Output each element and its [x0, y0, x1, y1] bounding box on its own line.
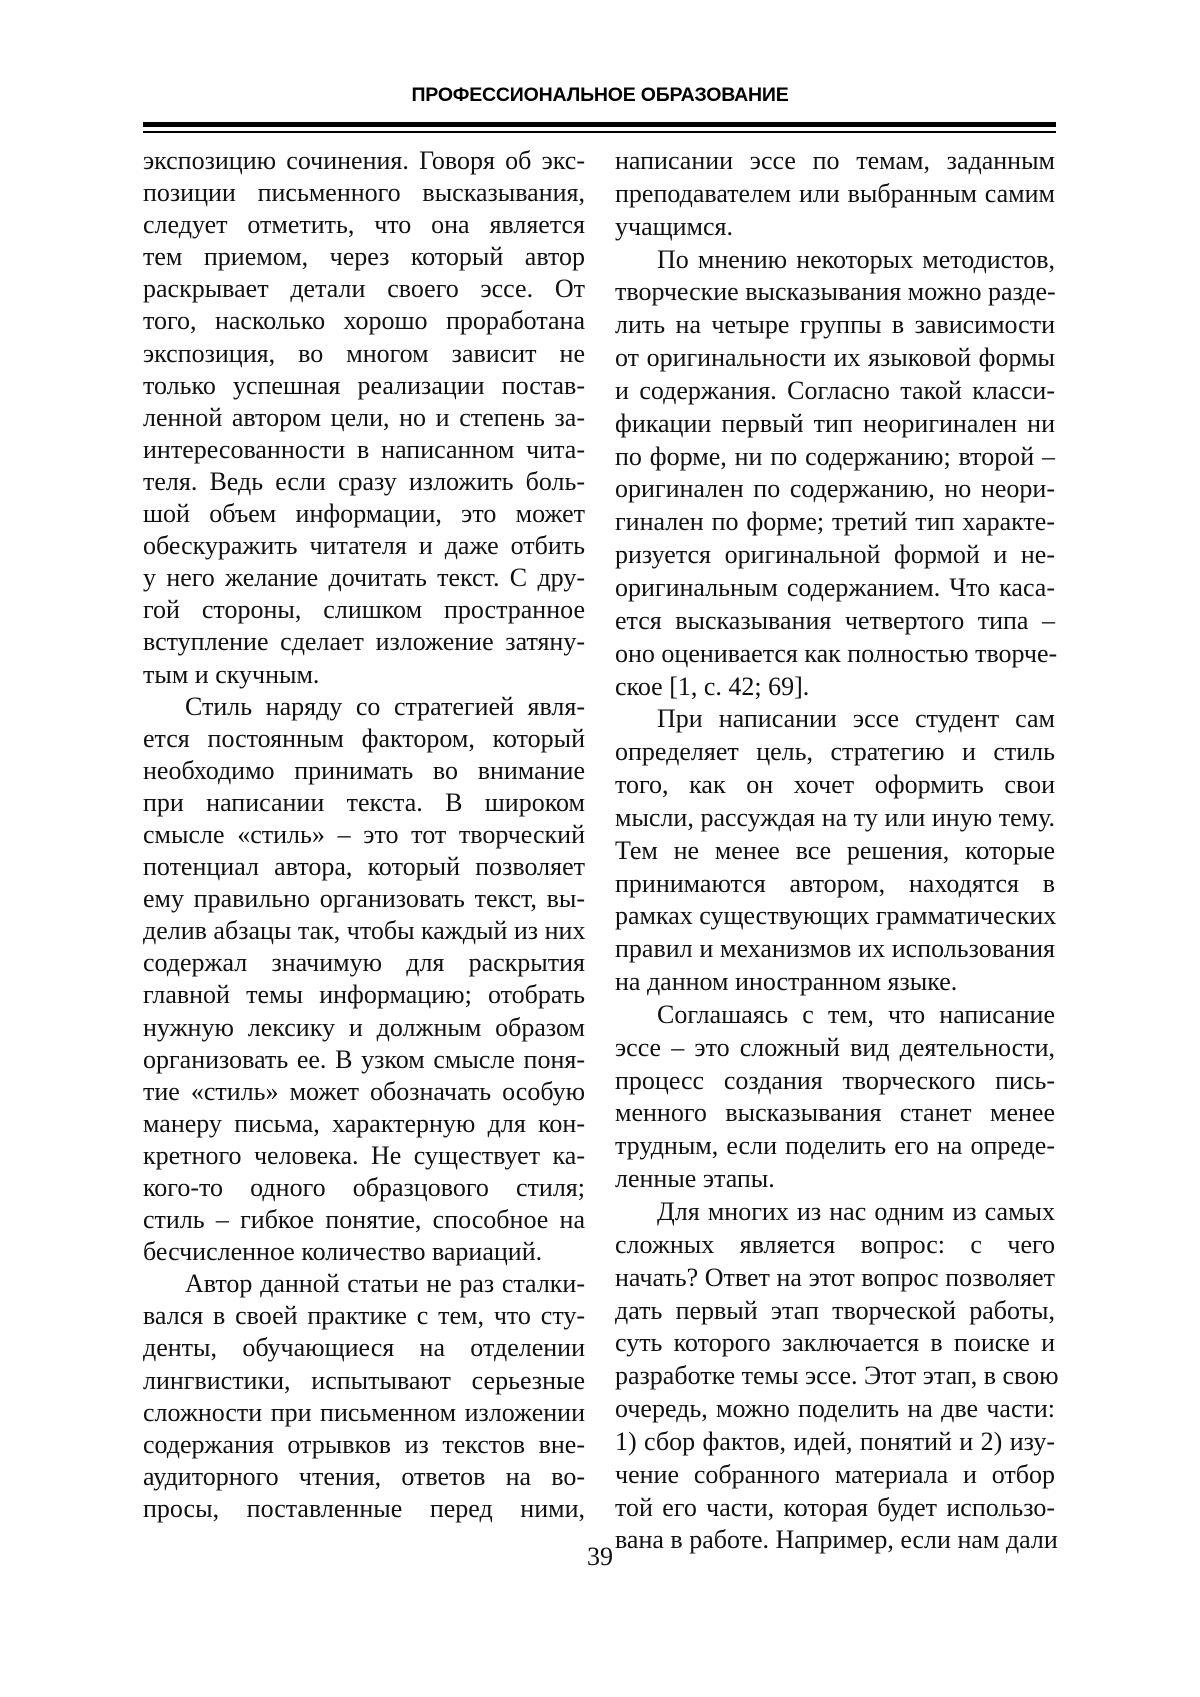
text-line: сложных является вопрос: с чего	[615, 1229, 1055, 1262]
text-line: и содержания. Согласно такой класси-	[615, 375, 1055, 408]
text-line: лингвистики, испытывают серьезные	[143, 1365, 585, 1397]
paragraph	[143, 145, 585, 691]
text-line: оно оценивается как полностью творче-	[615, 638, 1055, 671]
text-line: кретного человека. Не существует ка-	[143, 1140, 585, 1172]
text-line: правил и механизмов их использования	[615, 933, 1055, 966]
paragraph	[615, 999, 1055, 1196]
text-line: кого-то одного образцового стиля;	[143, 1172, 585, 1204]
text-line: теля. Ведь если сразу изложить боль-	[143, 466, 585, 498]
paragraph	[615, 244, 1055, 704]
text-line: содержал значимую для раскрытия	[143, 947, 585, 979]
text-line: аудиторного чтения, ответов на во-	[143, 1461, 585, 1493]
text-line: бесчисленное количество вариаций.	[143, 1236, 585, 1268]
text-line: разработке темы эссе. Этот этап, в свою	[615, 1360, 1055, 1393]
text-line: начать? Ответ на этот вопрос позволяет	[615, 1262, 1055, 1295]
text-line: вана в работе. Например, если нам дали	[615, 1524, 1055, 1557]
text-line: того, насколько хорошо проработана	[143, 305, 585, 337]
text-line: вступление сделает изложение затяну-	[143, 626, 585, 658]
text-line: При написании эссе студент сам	[615, 703, 1055, 736]
text-line: суть которого заключается в поиске и	[615, 1327, 1055, 1360]
text-line: от оригинальности их языковой формы	[615, 342, 1055, 375]
text-line: при написании текста. В широком	[143, 787, 585, 819]
text-line: у него желание дочитать текст. С дру-	[143, 562, 585, 594]
text-line: на данном иностранном языке.	[615, 966, 1055, 999]
text-line: интересованности в написанном чита-	[143, 434, 585, 466]
paragraph	[143, 691, 585, 1269]
text-line: экспозицию сочинения. Говоря об экс-	[143, 145, 585, 177]
text-line: смысле «стиль» – это тот творческий	[143, 819, 585, 851]
text-line: делив абзацы так, чтобы каждый из них	[143, 915, 585, 947]
paragraph	[143, 1268, 585, 1525]
text-line: денты, обучающиеся на отделении	[143, 1332, 585, 1364]
text-line: ленной автором цели, но и степень за-	[143, 402, 585, 434]
text-line: творческие высказывания можно разде-	[615, 276, 1055, 309]
text-line: ское [1, с. 42; 69].	[615, 671, 1055, 704]
text-line: тым и скучным.	[143, 659, 585, 691]
text-line: эссе – это сложный вид деятельности,	[615, 1032, 1055, 1065]
text-line: написании эссе по темам, заданным	[615, 145, 1055, 178]
text-line: того, как он хочет оформить свои	[615, 769, 1055, 802]
text-line: принимаются автором, находятся в	[615, 868, 1055, 901]
text-line: Автор данной статьи не раз сталки-	[143, 1268, 585, 1300]
text-line: организовать ее. В узком смысле поня-	[143, 1044, 585, 1076]
text-line: только успешная реализации постав-	[143, 370, 585, 402]
text-line: той его части, которая будет использо-	[615, 1492, 1055, 1525]
header-rule-thick	[143, 122, 1056, 127]
text-line: манеру письма, характерную для кон-	[143, 1108, 585, 1140]
text-line: чение собранного материала и отбор	[615, 1459, 1055, 1492]
text-line: 1) сбор фактов, идей, понятий и 2) изу-	[615, 1426, 1055, 1459]
left-text-column	[143, 145, 585, 1525]
text-line: гой стороны, слишком пространное	[143, 594, 585, 626]
text-line: лить на четыре группы в зависимости	[615, 309, 1055, 342]
running-header-title: ПРОФЕССИОНАЛЬНОЕ ОБРАЗОВАНИЕ	[0, 84, 1200, 107]
text-line: фикации первый тип неоригинален ни	[615, 408, 1055, 441]
text-line: ется постоянным фактором, который	[143, 723, 585, 755]
text-line: экспозиция, во многом зависит не	[143, 338, 585, 370]
text-line: ется высказывания четвертого типа –	[615, 605, 1055, 638]
text-line: мысли, рассуждая на ту или иную тему.	[615, 802, 1055, 835]
text-line: Стиль наряду со стратегией явля-	[143, 691, 585, 723]
text-line: потенциал автора, который позволяет	[143, 851, 585, 883]
text-line: необходимо принимать во внимание	[143, 755, 585, 787]
text-line: трудным, если поделить его на опреде-	[615, 1130, 1055, 1163]
paragraph	[615, 1196, 1055, 1557]
text-line: по форме, ни по содержанию; второй –	[615, 441, 1055, 474]
text-line: процесс создания творческого пись-	[615, 1065, 1055, 1098]
text-line: учащимся.	[615, 211, 1055, 244]
text-line: просы, поставленные перед ними,	[143, 1493, 585, 1525]
text-line: По мнению некоторых методистов,	[615, 244, 1055, 277]
text-line: раскрывает детали своего эссе. От	[143, 273, 585, 305]
paragraph	[615, 703, 1055, 999]
text-line: гинален по форме; третий тип характе-	[615, 506, 1055, 539]
text-line: очередь, можно поделить на две части:	[615, 1393, 1055, 1426]
text-line: Соглашаясь с тем, что написание	[615, 999, 1055, 1032]
text-line: ризуется оригинальной формой и не-	[615, 539, 1055, 572]
text-line: вался в своей практике с тем, что сту-	[143, 1300, 585, 1332]
text-line: оригинальным содержанием. Что каса-	[615, 572, 1055, 605]
text-line: определяет цель, стратегию и стиль	[615, 736, 1055, 769]
text-line: рамках существующих грамматических	[615, 900, 1055, 933]
text-line: Тем не менее все решения, которые	[615, 835, 1055, 868]
right-text-column	[615, 145, 1055, 1557]
text-line: тем приемом, через который автор	[143, 241, 585, 273]
text-line: обескуражить читателя и даже отбить	[143, 530, 585, 562]
text-line: нужную лексику и должным образом	[143, 1012, 585, 1044]
text-line: содержания отрывков из текстов вне-	[143, 1429, 585, 1461]
text-line: сложности при письменном изложении	[143, 1397, 585, 1429]
text-line: ленные этапы.	[615, 1163, 1055, 1196]
text-line: стиль – гибкое понятие, способное на	[143, 1204, 585, 1236]
text-line: позиции письменного высказывания,	[143, 177, 585, 209]
text-line: Для многих из нас одним из самых	[615, 1196, 1055, 1229]
text-line: следует отметить, что она является	[143, 209, 585, 241]
text-line: оригинален по содержанию, но неори-	[615, 473, 1055, 506]
text-line: преподавателем или выбранным самим	[615, 178, 1055, 211]
text-line: шой объем информации, это может	[143, 498, 585, 530]
text-line: главной темы информацию; отобрать	[143, 979, 585, 1011]
header-rule-thin	[143, 131, 1056, 133]
text-line: дать первый этап творческой работы,	[615, 1295, 1055, 1328]
text-line: тие «стиль» может обозначать особую	[143, 1076, 585, 1108]
page-number: 39	[0, 1542, 1200, 1572]
paragraph	[615, 145, 1055, 244]
text-line: менного высказывания станет менее	[615, 1097, 1055, 1130]
text-line: ему правильно организовать текст, вы-	[143, 883, 585, 915]
